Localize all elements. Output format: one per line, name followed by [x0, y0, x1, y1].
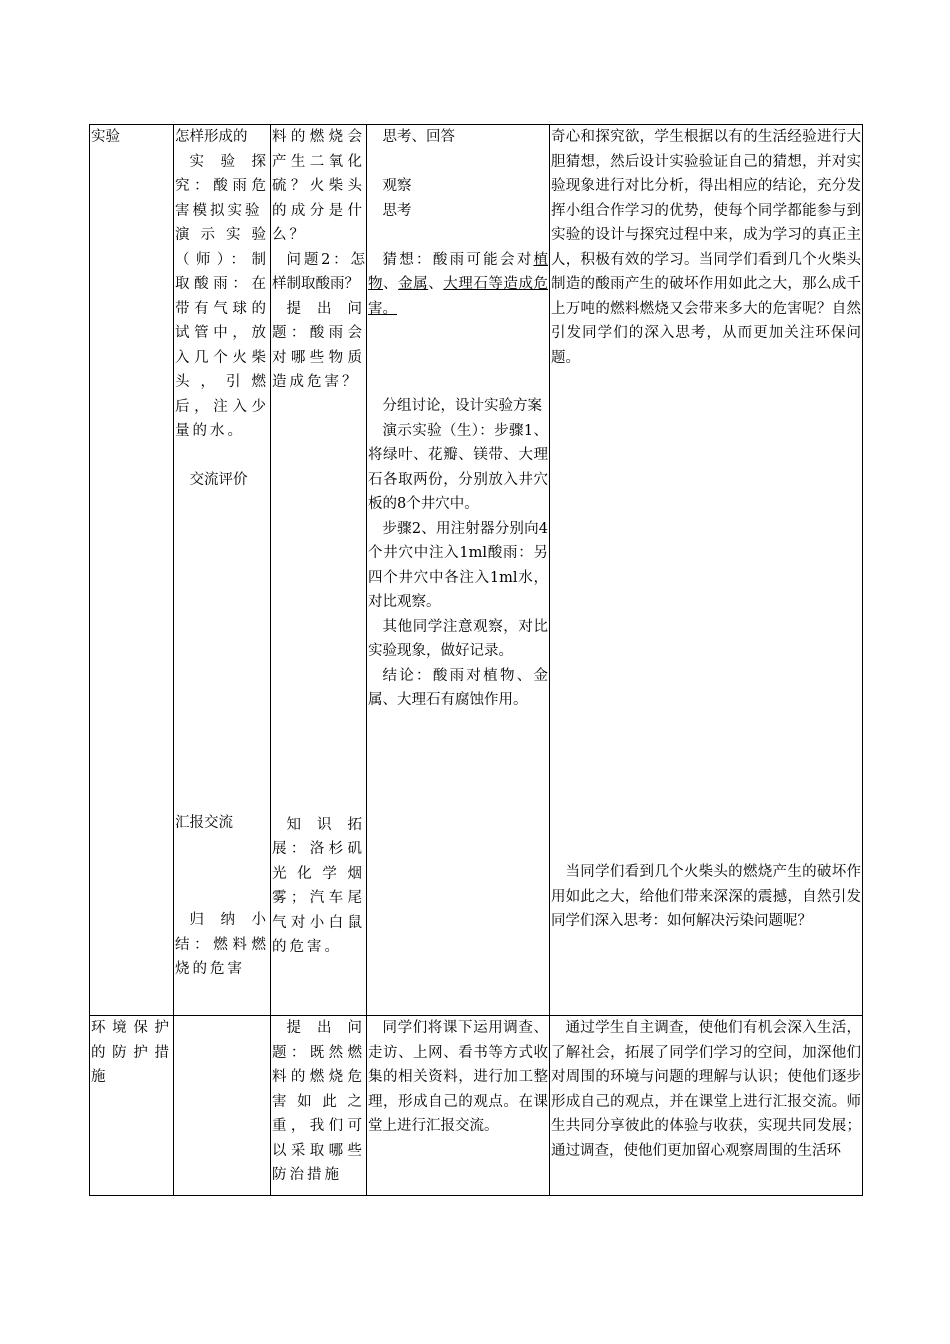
- student-activity-cell: [367, 1016, 550, 1196]
- design-intent-cell: [550, 125, 863, 1016]
- table-row-protection: [90, 1016, 863, 1196]
- teacher-activity-cell: [174, 1016, 271, 1196]
- table-row-experiment: [90, 125, 863, 1016]
- design-intent-1: 奇心和探究欲，学生根据以有的生活经验进行大胆猜想，然后设计实验验证自己的猜想，并对实验现象进行对比分析，得出相应的结论，充分发挥小组合作学习的优势，使每个同学都能参与到实验的设计与探究过程中来，成为学习的真正主人，积极有效的学习。当同学们看到几个火柴头制造的酸雨产生的破坏作用如此之大，那么成千上万吨的燃料燃烧又会带来多大的危害呢？自然引发同学们的深入思考，从而更加关注环保问题。: [551, 129, 861, 366]
- question-2: 问题2：怎样制取酸雨？: [272, 251, 365, 292]
- report-exchange: 汇报交流: [175, 814, 233, 831]
- raise-question: 提出问题：酸雨会对哪些物质造成危害？: [272, 300, 365, 390]
- section-label: 实验: [91, 129, 120, 145]
- question-cell: [271, 1016, 367, 1196]
- section-cell: [90, 1016, 174, 1196]
- lesson-plan-table: [89, 124, 863, 1196]
- student-demo-step2: 步骤2、用注射器分别向4个井穴中注入1ml酸雨：另四个井穴中各注入1ml水，对比观察。: [368, 520, 548, 610]
- conclusion: 结论：酸雨对植物、金属、大理石有腐蚀作用。: [368, 667, 548, 708]
- summary: 归纳小结：燃料燃烧的危害: [175, 912, 269, 977]
- hypothesis: 猜想：酸雨可能会对植物、金属、大理石等造成危害。: [368, 251, 549, 317]
- section-cell: [90, 125, 174, 1016]
- teacher-activity-cell: [174, 125, 271, 1016]
- design-intent-2: 当同学们看到几个火柴头的燃烧产生的破坏作用如此之大，给他们带来深深的震撼，自然引发同学们深入思考：如何解决污染问题呢？: [551, 864, 861, 929]
- group-discussion: 分组讨论，设计实验方案: [382, 398, 542, 414]
- hypothesis-metals: 金属: [398, 276, 429, 292]
- teacher-demo: 演示实验（师）：制取酸雨：在带有气球的试管中，放入几个火柴头，引燃后，注入少量的水。: [175, 227, 269, 439]
- think: 思考: [382, 202, 412, 219]
- raise-question: 提出问题：既然燃料的燃烧危害如此之重，我们可以采取哪些防治措施: [272, 1020, 365, 1183]
- student-survey: 同学们将课下运用调查、走访、上网、看书等方式收集的相关资料，进行加工整理，形成自己的观点。在课堂上进行汇报交流。: [368, 1020, 548, 1134]
- design-intent: 通过学生自主调查，使他们有机会深入生活，了解社会，拓展了同学们学习的空间，加深他们对周围的环境与问题的理解与认识；使他们逐步形成自己的观点，并在课堂上进行汇报交流。师生共同分享彼此的体验与收获，实现共同发展；通过调查，使他们更加留心观察周围的生活环: [551, 1020, 861, 1159]
- observe-record: 其他同学注意观察，对比实验现象，做好记录。: [368, 618, 548, 659]
- knowledge-extension: 知识拓展：洛杉矶光化学烟雾；汽车尾气对小白鼠的危害。: [272, 816, 365, 955]
- design-intent-cell: [550, 1016, 863, 1196]
- inquiry-title: 实验探究：酸雨危害模拟实验: [175, 153, 269, 219]
- student-activity-cell: [367, 125, 550, 1016]
- exchange-evaluation: 交流评价: [189, 472, 248, 488]
- observe: 观察: [382, 178, 412, 194]
- section-label: 环境保护的防护措施: [91, 1020, 172, 1085]
- think-answer: 思考、回答: [382, 129, 455, 145]
- question-cell: [271, 125, 367, 1016]
- hypothesis-plants: 植物: [368, 251, 548, 292]
- topic-fragment: 怎样形成的: [175, 129, 248, 145]
- hypothesis-prefix: 猜想：酸雨可能会对: [382, 251, 534, 268]
- question-1: 料的燃烧会产生二氧化硫？火柴头的成分是什么？: [272, 129, 365, 243]
- hypothesis-marble: 大理石等造成危害。: [368, 276, 549, 317]
- student-demo-step1: 演示实验（生）：步骤1、将绿叶、花瓣、镁带、大理石各取两份，分别放入井穴板的8个井穴中。: [368, 422, 548, 512]
